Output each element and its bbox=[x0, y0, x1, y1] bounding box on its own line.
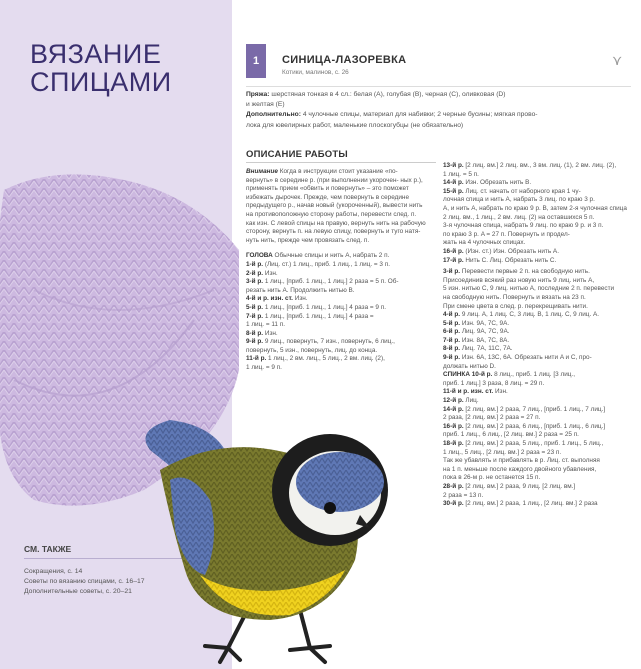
instruction-line bbox=[443, 431, 633, 440]
note-line: вернуть» в середине р. (при выполнении укорочен- bbox=[246, 176, 399, 184]
row-label: 11-й р. bbox=[246, 355, 267, 363]
instruction-line bbox=[443, 171, 633, 180]
instruction-line bbox=[443, 354, 633, 363]
instruction-line bbox=[443, 406, 633, 415]
note-block bbox=[246, 168, 426, 245]
row-text: на 1 п. меньше после каждого двойного убавления, bbox=[443, 465, 597, 473]
instruction-line bbox=[246, 304, 426, 313]
pattern-title: СИНИЦА-ЛАЗОРЕВКА bbox=[282, 54, 407, 66]
instruction-line bbox=[443, 345, 633, 354]
instruction-line bbox=[443, 277, 633, 286]
instruction-line bbox=[443, 466, 633, 475]
row-text: Перевести первые 2 п. на свободную нить. bbox=[460, 268, 590, 276]
row-text: 8 лиц., приб. 1 лиц. [3 лиц., bbox=[492, 371, 575, 379]
row-label: 4-й р. bbox=[443, 311, 461, 319]
instruction-line bbox=[443, 363, 633, 372]
row-text: Так же убавлять и прибавлять в р. Лиц. ст. выполняя bbox=[443, 457, 600, 465]
row-label: 9-й р. bbox=[246, 338, 264, 346]
instruction-line bbox=[443, 320, 633, 329]
row-text: 1 лиц. = 9 п. bbox=[246, 364, 282, 372]
row-text: Изн. 6A, 13C, 6A. Обрезать нити A и C, про- bbox=[460, 354, 592, 362]
row-label: 28-й р. bbox=[443, 482, 464, 490]
instruction-line bbox=[246, 261, 426, 270]
instruction-line bbox=[443, 222, 633, 231]
row-text: (Изн. ст.) Изн. Обрезать нить A. bbox=[463, 247, 559, 255]
note-line: это поможет избежать дырочек. Прежде, чем bbox=[246, 185, 409, 201]
row-text: [2 лиц. вм.] 2 лиц. вм., 3 вм. лиц. (1), 2 вм. лиц. (2), bbox=[463, 162, 617, 169]
row-text: должать нитью D. bbox=[443, 362, 496, 370]
leaf-icon: ⋎ bbox=[612, 52, 623, 68]
see-also-item: Сокращения, с. 14 bbox=[24, 568, 83, 575]
instruction-line bbox=[443, 440, 633, 449]
row-label: 17-й р. bbox=[443, 256, 464, 264]
row-text: 1 лиц., [приб. 1 лиц., 1 лиц.] 4 раза = 9 п. bbox=[263, 303, 386, 311]
row-label: 7-й р. bbox=[246, 312, 264, 320]
row-text: [2 лиц. вм.] 2 раза, 6 лиц., [приб. 1 лиц., 6 лиц.] bbox=[463, 422, 606, 430]
section-divider bbox=[246, 162, 436, 163]
note-label: Внимание bbox=[246, 168, 278, 175]
row-label: 15-й р. bbox=[443, 187, 464, 195]
row-text: [2 лиц. вм.] 2 раза, 9 лиц. [2 лиц. вм.] bbox=[463, 482, 576, 490]
row-text: 1 лиц. = 11 п. bbox=[246, 321, 285, 329]
yarn-text: шерстяная тонкая в 4 сл.: белая (A), голубая (B), черная (C), оливковая (D) bbox=[271, 91, 506, 98]
instruction-line bbox=[246, 364, 426, 373]
pattern-subtitle: Котики, малинов, с. 26 bbox=[282, 69, 349, 76]
see-also-title: СМ. ТАКЖЕ bbox=[24, 544, 224, 559]
section-title: ОПИСАНИЕ РАБОТЫ bbox=[246, 149, 348, 160]
row-text: Изн. bbox=[493, 388, 508, 396]
row-text: Изн. 9A, 7C, 9A. bbox=[460, 319, 510, 327]
yarn-label: Пряжа: bbox=[246, 91, 270, 98]
step-number-badge: 1 bbox=[246, 44, 266, 78]
row-label: 16-й р. bbox=[443, 247, 464, 255]
instruction-line bbox=[443, 328, 633, 337]
instruction-line bbox=[443, 388, 633, 397]
instruction-line bbox=[443, 294, 633, 303]
row-text: [2 лиц. вм.] 2 раза, 7 лиц., [приб. 1 лиц., 7 лиц.] bbox=[463, 405, 606, 413]
row-label: 14-й р. bbox=[443, 179, 464, 187]
row-label: 16-й р. bbox=[443, 422, 464, 430]
page-title bbox=[30, 40, 172, 96]
instruction-line bbox=[246, 278, 426, 287]
note-line: спицы на правую, вернуть нить на рабочую сторону, bbox=[246, 219, 426, 236]
instruction-line bbox=[443, 268, 633, 277]
note-line: нуть нить, прежде чем провязать след. п. bbox=[246, 236, 370, 244]
see-also-item: Дополнительные советы, с. 20–21 bbox=[24, 588, 132, 595]
body-instructions bbox=[443, 162, 633, 509]
instruction-line bbox=[443, 231, 633, 240]
row-text: A, и нить A, набрать по краю 9 р. B, затем 2-я чулочная спица bbox=[443, 204, 627, 212]
instruction-line bbox=[246, 313, 426, 322]
instruction-line bbox=[443, 371, 633, 380]
row-text: лочная спица и нить A, набрать 3 лиц. по краю 3 р. bbox=[443, 196, 595, 204]
row-text: [2 лиц. вм.] 2 раза, 1 лиц., [2 лиц. вм.] 2 раза bbox=[463, 500, 598, 508]
row-text: повернуть, 5 изн., повернуть, лиц. до конца. bbox=[246, 346, 378, 354]
instruction-line bbox=[443, 248, 633, 257]
row-text: 1 лиц., [приб. 1 лиц., 1 лиц.] 2 раза = 5 п. Об- bbox=[263, 278, 399, 286]
note-line: вернуть п. на левую спицу, повернуть и туго натя- bbox=[272, 228, 421, 236]
row-label: 12-й р. bbox=[443, 397, 464, 405]
row-label: 13-й р. bbox=[443, 162, 464, 169]
row-label: 5-й р. bbox=[443, 319, 461, 327]
row-text: Изн. bbox=[263, 269, 278, 277]
instruction-line bbox=[246, 321, 426, 330]
instruction-line bbox=[443, 196, 633, 205]
instruction-line bbox=[246, 252, 426, 261]
instruction-line bbox=[443, 449, 633, 458]
instruction-line bbox=[443, 214, 633, 223]
row-text: (Лиц. ст.) 1 лиц., приб. 1 лиц., 1 лиц. = 3 п. bbox=[263, 260, 390, 268]
row-label: 3-й р. bbox=[443, 268, 461, 276]
instruction-line bbox=[246, 295, 426, 304]
row-text: Изн. bbox=[292, 295, 308, 303]
row-text: 2 раза, [2 лиц. вм.] 2 раза = 27 п. bbox=[443, 414, 541, 422]
row-label: 30-й р. bbox=[443, 500, 464, 508]
row-text: [2 лиц. вм.] 2 раза, 5 лиц., приб. 1 лиц., 5 лиц., bbox=[463, 440, 604, 447]
row-text: Нить C. Лиц. Обрезать нить C. bbox=[463, 256, 557, 264]
row-label: 7-й р. bbox=[443, 336, 461, 344]
row-text: 1 лиц., [приб. 1 лиц., 1 лиц.] 4 раза = bbox=[263, 312, 374, 320]
row-label: 8-й р. bbox=[443, 345, 461, 353]
row-text: пока в 26-м р. не останется 15 п. bbox=[443, 474, 541, 482]
row-label: 11-й и р. изн. ст. bbox=[443, 388, 494, 396]
instruction-line bbox=[443, 162, 633, 171]
instruction-line bbox=[443, 414, 633, 423]
title-line-2: СПИЦАМИ bbox=[30, 67, 172, 97]
row-text: приб. 1 лиц., 6 лиц., [2 лиц. вм.] 2 раза = 25 п. bbox=[443, 431, 579, 439]
instruction-line bbox=[443, 303, 633, 312]
instructions-column-1 bbox=[246, 168, 426, 373]
row-text: на свободную нить. Повернуть и вязать на 23 п. bbox=[443, 293, 586, 301]
instruction-line bbox=[246, 355, 426, 364]
row-label: СПИНКА 10-й р. bbox=[443, 371, 493, 379]
row-text: При смене цвета в след. р. перекрещивать нити. bbox=[443, 302, 588, 310]
row-text: Лиц. 7A, 11C, 7A. bbox=[460, 345, 513, 353]
row-label: 5-й р. bbox=[246, 303, 264, 311]
instruction-line bbox=[443, 492, 633, 501]
row-text: 1 лиц. = 5 п. bbox=[443, 170, 479, 178]
row-label: 4-й и р. изн. ст. bbox=[246, 295, 293, 303]
row-text: приб. 1 лиц.] 3 раза, 8 лиц. = 29 п. bbox=[443, 379, 545, 387]
row-label: 2-й р. bbox=[246, 269, 264, 277]
row-text: 1 лиц., 5 лиц., [2 лиц. вм.] 2 раза = 23 п. bbox=[443, 448, 562, 456]
instruction-line bbox=[443, 483, 633, 492]
extra-text: 4 чулочные спицы, материал для набивки; 2 черные бусины; мягкая прово- bbox=[302, 111, 538, 119]
instruction-line bbox=[443, 205, 633, 214]
yarn-text-2: и желтая (E) bbox=[246, 101, 285, 109]
note-line: повернуть в середине предыдущего р., начав новый bbox=[246, 193, 410, 210]
row-label: 14-й р. bbox=[443, 405, 464, 413]
title-line-1: ВЯЗАНИЕ bbox=[30, 39, 162, 69]
note-line: Когда в инструкции стоит указание «по- bbox=[279, 168, 398, 175]
row-text: Изн. Обрезать нить B. bbox=[463, 179, 532, 187]
instructions-column-2 bbox=[443, 162, 633, 509]
row-text: 3-я чулочная спица, набрать 9 лиц. по краю 9 р. и 3 п. bbox=[443, 222, 604, 230]
row-text: Лиц. 9A, 7C, 9A. bbox=[460, 328, 510, 336]
note-line: сторону работы, перевести след. п. как изн. С левой bbox=[246, 210, 417, 227]
instruction-line bbox=[246, 330, 426, 339]
head-instructions bbox=[246, 252, 426, 372]
row-text: 9 лиц. A, 1 лиц. C, 3 лиц. B, 1 лиц. C, 9 лиц. A. bbox=[460, 311, 600, 319]
row-label: 18-й р. bbox=[443, 440, 464, 447]
instruction-line bbox=[443, 285, 633, 294]
row-text: Лиц. ст. начать от наборного края 1 чу- bbox=[463, 187, 581, 195]
row-text: 9 лиц., повернуть, 7 изн., повернуть, 6 лиц., bbox=[263, 338, 395, 346]
row-text: жать на 4 чулочных спицах. bbox=[443, 239, 526, 247]
row-text: 2 лиц. вм., 1 лиц., 2 вм. лиц. (2) на оставшихся 5 п. bbox=[443, 213, 595, 221]
row-text: по краю 3 р. A = 27 п. Повернуть и продел- bbox=[443, 230, 570, 238]
see-also-item: Советы по вязанию спицами, с. 16–17 bbox=[24, 578, 145, 585]
materials-block bbox=[246, 86, 631, 131]
row-label: ГОЛОВА bbox=[246, 252, 273, 260]
instruction-line bbox=[443, 397, 633, 406]
instruction-line bbox=[443, 457, 633, 466]
extra-label: Дополнительно: bbox=[246, 111, 301, 119]
instruction-line bbox=[246, 338, 426, 347]
instruction-line bbox=[443, 179, 633, 188]
instruction-line bbox=[443, 257, 633, 266]
row-label: 6-й р. bbox=[443, 328, 461, 336]
row-text: Изн. bbox=[263, 329, 278, 337]
row-text: 5 изн. нитью C, 9 лиц. нитью A, последние 2 п. перевести bbox=[443, 285, 615, 293]
row-label: 8-й р. bbox=[246, 329, 264, 337]
note-line: ных р.), применять прием «обвить и повернуть» – bbox=[246, 176, 423, 193]
row-text: 1 лиц., 2 вм. лиц., 5 лиц., 2 вм. лиц. (2), bbox=[266, 355, 385, 363]
row-label: 1-й р. bbox=[246, 260, 264, 268]
knitted-bird-image bbox=[130, 410, 405, 669]
note-line: (укороченный), вывести нить на противоположную bbox=[246, 202, 423, 218]
row-label: 9-й р. bbox=[443, 354, 461, 362]
instruction-line bbox=[443, 239, 633, 248]
instruction-line bbox=[246, 270, 426, 279]
instruction-line bbox=[443, 474, 633, 483]
extra-text-2: лока для ювелирных работ, маленькие плоскогубцы (не обязательно) bbox=[246, 121, 464, 129]
row-text: Лиц. bbox=[463, 397, 479, 405]
row-text: Присоединив всякий раз новую нить 9 лиц. нить A, bbox=[443, 276, 595, 284]
row-label: 3-й р. bbox=[246, 278, 264, 286]
row-text: резать нить A. Продолжить нитью B. bbox=[246, 286, 355, 294]
instruction-line bbox=[443, 311, 633, 320]
row-text: 2 раза = 13 п. bbox=[443, 491, 484, 499]
row-text: Обычные спицы и нить A, набрать 2 п. bbox=[272, 252, 390, 260]
row-text: Изн. 8A, 7C, 8A. bbox=[460, 336, 510, 344]
instruction-line bbox=[443, 500, 633, 509]
